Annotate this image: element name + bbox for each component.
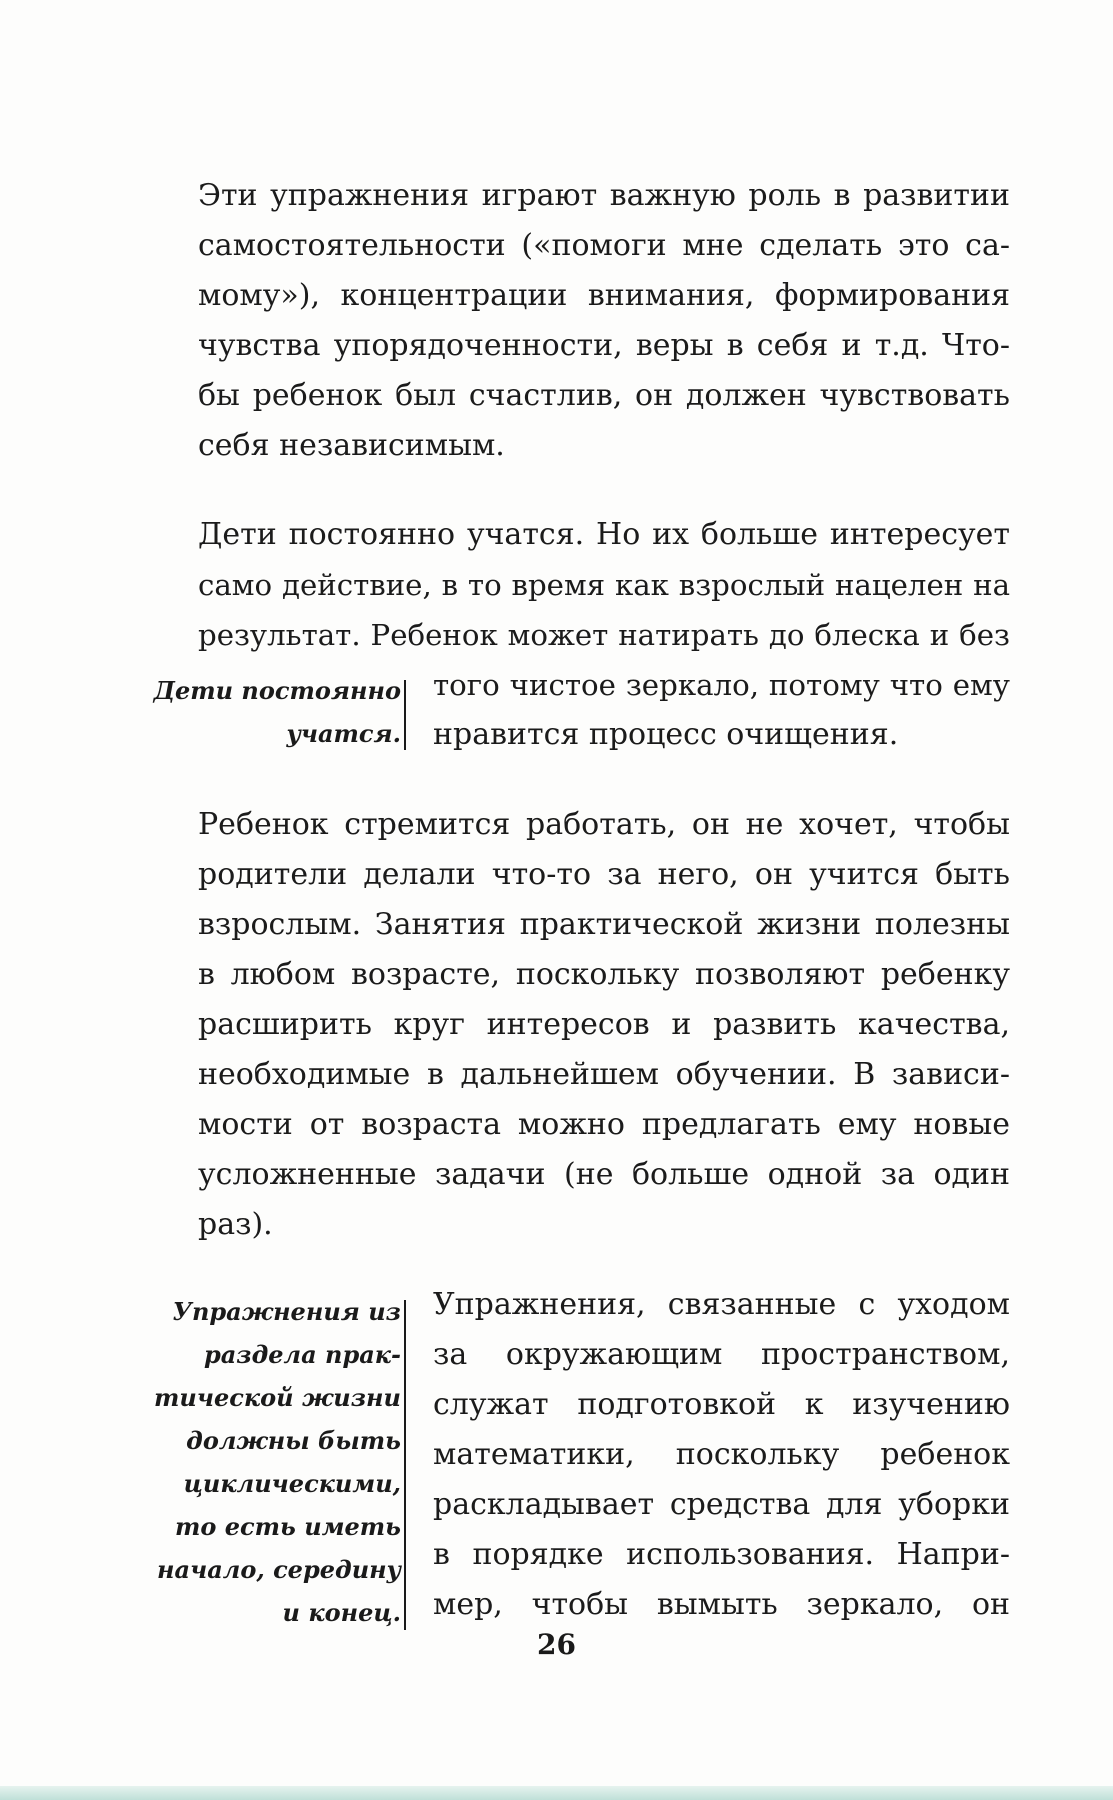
text-line: самостоятельности («помоги мне сделать это са- [198, 228, 1010, 263]
sidenote-line: должны быть [186, 1426, 401, 1455]
text-line: раз). [198, 1207, 273, 1242]
text-line: бы ребенок был счастлив, он должен чувствовать [198, 378, 1010, 413]
sidenote-rule [404, 680, 406, 750]
sidenote-line: циклическими, [183, 1469, 401, 1498]
page-number: 26 [537, 1628, 576, 1661]
text-line: необходимые в дальнейшем обучении. В зависи- [198, 1057, 1010, 1092]
text-line: за окружающим пространством, [433, 1337, 1010, 1372]
text-line: Упражнения, связанные с уходом [433, 1287, 1010, 1322]
text-line: родители делали что-то за него, он учится быть [198, 857, 1010, 892]
sidenote-line: Упражнения из [172, 1297, 401, 1326]
text-line: себя независимым. [198, 428, 505, 463]
text-line: само действие, в то время как взрослый нацелен на [198, 568, 1010, 602]
sidenote-line: и конец. [282, 1598, 401, 1627]
text-line: мости от возраста можно предлагать ему новые [198, 1107, 1010, 1142]
text-line: нравится процесс очищения. [433, 717, 899, 752]
sidenote-line: то есть иметь [175, 1512, 401, 1541]
text-line: взрослым. Занятия практической жизни полезны [198, 907, 1010, 942]
text-line: математики, поскольку ребенок [433, 1437, 1010, 1472]
sidenote-line: учатся. [286, 719, 401, 748]
text-line: служат подготовкой к изучению [433, 1387, 1010, 1422]
text-line: раскладывает средства для уборки [433, 1487, 1010, 1522]
text-line: мому»), концентрации внимания, формирования [198, 278, 1010, 313]
sidenote-line: Дети постоянно [153, 676, 401, 705]
text-line: расширить круг интересов и развить качества, [198, 1007, 1010, 1042]
text-line: чувства упорядоченности, веры в себя и т.д. Что- [198, 328, 1010, 363]
sidenote-rule [404, 1300, 406, 1630]
text-line: Ребенок стремится работать, он не хочет, чтобы [198, 807, 1010, 842]
text-line: усложненные задачи (не больше одной за один [198, 1157, 1010, 1192]
page-edge-strip [0, 1786, 1113, 1800]
text-line: Дети постоянно учатся. Но их больше интересует [198, 517, 1010, 552]
text-line: того чистое зеркало, потому что ему [433, 668, 1010, 702]
text-line: Эти упражнения играют важную роль в развитии [198, 178, 1010, 213]
sidenote-line: раздела прак- [203, 1340, 401, 1369]
text-line: в порядке использования. Напри- [433, 1537, 1010, 1572]
text-line: результат. Ребенок может натирать до блеска и без [198, 618, 1010, 652]
text-line: в любом возрасте, поскольку позволяют ребенку [198, 957, 1010, 992]
sidenote-line: тической жизни [154, 1383, 401, 1412]
sidenote-line: начало, середину [157, 1555, 401, 1584]
text-line: мер, чтобы вымыть зеркало, он [433, 1587, 1010, 1622]
